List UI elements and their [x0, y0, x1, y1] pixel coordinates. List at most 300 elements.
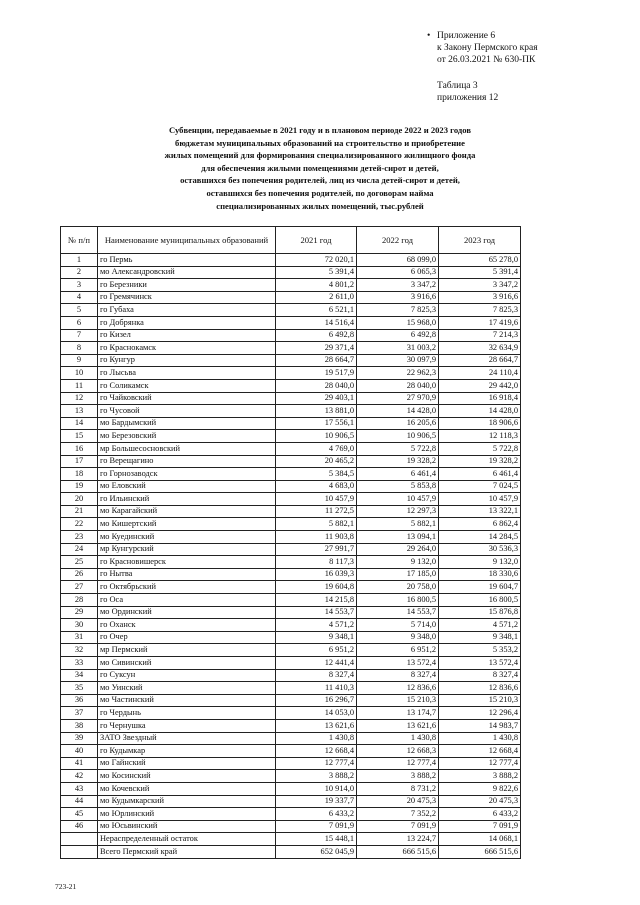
municipality-name: мо Косинский — [98, 770, 276, 783]
value-2022: 7 091,9 — [357, 820, 439, 833]
value-2022: 666 515,6 — [357, 845, 439, 858]
municipality-name: мо Частинский — [98, 694, 276, 707]
row-number: 8 — [61, 342, 98, 355]
value-2022: 9 132,0 — [357, 556, 439, 569]
municipality-name: мр Кунгурский — [98, 543, 276, 556]
value-2022: 3 916,6 — [357, 291, 439, 304]
value-2022: 15 968,0 — [357, 316, 439, 329]
value-2021: 19 604,8 — [276, 581, 357, 594]
row-number: 9 — [61, 354, 98, 367]
value-2023: 3 347,2 — [439, 279, 521, 292]
appendix-header — [427, 30, 538, 66]
row-number: 13 — [61, 405, 98, 418]
municipality-name: го Октябрьский — [98, 581, 276, 594]
table-header-row — [61, 227, 521, 254]
row-number: 37 — [61, 707, 98, 720]
row-number: 6 — [61, 316, 98, 329]
value-2021: 11 410,3 — [276, 682, 357, 695]
row-number: 10 — [61, 367, 98, 380]
value-2022: 6 461,4 — [357, 468, 439, 481]
table-row — [61, 770, 521, 783]
value-2021: 28 664,7 — [276, 354, 357, 367]
value-2023: 13 572,4 — [439, 657, 521, 670]
value-2023: 666 515,6 — [439, 845, 521, 858]
row-number: 44 — [61, 795, 98, 808]
municipality-name: го Чердынь — [98, 707, 276, 720]
municipality-name: го Горнозаводск — [98, 468, 276, 481]
table-row — [61, 531, 521, 544]
value-2022: 17 185,0 — [357, 568, 439, 581]
law-date-line: от 26.03.2021 № 630-ПК — [437, 55, 536, 65]
table-row — [61, 719, 521, 732]
table-row — [61, 329, 521, 342]
row-number: 20 — [61, 493, 98, 506]
row-number: 21 — [61, 505, 98, 518]
value-2021: 72 020,1 — [276, 254, 357, 267]
row-number: 5 — [61, 304, 98, 317]
value-2021: 9 348,1 — [276, 631, 357, 644]
value-2023: 15 876,8 — [439, 606, 521, 619]
row-number: 3 — [61, 279, 98, 292]
value-2023: 5 353,2 — [439, 644, 521, 657]
municipality-name: Нераспределенный остаток — [98, 833, 276, 846]
value-2023: 4 571,2 — [439, 619, 521, 632]
municipality-name: ЗАТО Звездный — [98, 732, 276, 745]
row-number: 23 — [61, 531, 98, 544]
title-line: специализированных жилых помещений, тыс.рублей — [216, 200, 424, 211]
table-row — [61, 707, 521, 720]
row-number: 43 — [61, 782, 98, 795]
value-2021: 6 521,1 — [276, 304, 357, 317]
value-2021: 4 801,2 — [276, 279, 357, 292]
row-number: 39 — [61, 732, 98, 745]
value-2022: 30 097,9 — [357, 354, 439, 367]
value-2021: 5 882,1 — [276, 518, 357, 531]
table-row — [61, 316, 521, 329]
municipality-name: мо Сивинский — [98, 657, 276, 670]
municipality-name: го Краснокамск — [98, 342, 276, 355]
value-2022: 8 731,2 — [357, 782, 439, 795]
value-2022: 10 906,5 — [357, 430, 439, 443]
value-2021: 5 384,5 — [276, 468, 357, 481]
row-number: 32 — [61, 644, 98, 657]
value-2022: 5 853,8 — [357, 480, 439, 493]
title-line: Субвенции, передаваемые в 2021 году и в плановом периоде 2022 и 2023 годов — [168, 125, 471, 135]
value-2022: 7 825,3 — [357, 304, 439, 317]
value-2023: 7 825,3 — [439, 304, 521, 317]
municipality-name: го Чусовой — [98, 405, 276, 418]
value-2021: 27 991,7 — [276, 543, 357, 556]
municipality-name: мо Александровский — [98, 266, 276, 279]
municipality-name: го Кунгур — [98, 354, 276, 367]
value-2021: 8 327,4 — [276, 669, 357, 682]
row-number: 46 — [61, 820, 98, 833]
municipality-name: го Ильинский — [98, 493, 276, 506]
value-2023: 3 916,6 — [439, 291, 521, 304]
table-row — [61, 669, 521, 682]
table-row — [61, 480, 521, 493]
value-2021: 17 556,1 — [276, 417, 357, 430]
row-number: 33 — [61, 657, 98, 670]
row-number: 31 — [61, 631, 98, 644]
table-row — [61, 254, 521, 267]
municipality-name: мо Ординский — [98, 606, 276, 619]
title-line: для обеспечения жилыми помещениями детей-сирот и детей, — [201, 162, 439, 173]
value-2023: 9 822,6 — [439, 782, 521, 795]
municipality-name: го Верещагино — [98, 455, 276, 468]
value-2022: 16 205,6 — [357, 417, 439, 430]
value-2021: 652 045,9 — [276, 845, 357, 858]
value-2022: 13 621,6 — [357, 719, 439, 732]
value-2023: 65 278,0 — [439, 254, 521, 267]
value-2022: 27 970,9 — [357, 392, 439, 405]
row-number: 34 — [61, 669, 98, 682]
table-row — [61, 581, 521, 594]
value-2023: 12 668,4 — [439, 745, 521, 758]
table-row — [61, 405, 521, 418]
table-reference — [437, 80, 498, 104]
value-2021: 6 433,2 — [276, 808, 357, 821]
value-2021: 16 296,7 — [276, 694, 357, 707]
row-number: 19 — [61, 480, 98, 493]
value-2023: 6 433,2 — [439, 808, 521, 821]
row-number: 28 — [61, 594, 98, 607]
value-2023: 7 091,9 — [439, 820, 521, 833]
table-row — [61, 468, 521, 481]
title-line: оставшихся без попечения родителей, лиц из числа детей-сирот и детей, — [180, 175, 460, 186]
value-2021: 10 457,9 — [276, 493, 357, 506]
table-row — [61, 833, 521, 846]
table-number: Таблица 3 — [437, 81, 478, 91]
municipality-name: го Оса — [98, 594, 276, 607]
value-2021: 5 391,4 — [276, 266, 357, 279]
table-row — [61, 442, 521, 455]
value-2021: 29 403,1 — [276, 392, 357, 405]
table-row — [61, 732, 521, 745]
value-2023: 7 024,5 — [439, 480, 521, 493]
value-2022: 20 758,0 — [357, 581, 439, 594]
row-number: 35 — [61, 682, 98, 695]
value-2021: 19 517,9 — [276, 367, 357, 380]
value-2022: 14 553,7 — [357, 606, 439, 619]
value-2023: 29 442,0 — [439, 379, 521, 392]
value-2021: 28 040,0 — [276, 379, 357, 392]
row-number: 25 — [61, 556, 98, 569]
value-2021: 4 769,0 — [276, 442, 357, 455]
document-title — [60, 124, 580, 212]
subsidy-table — [60, 226, 521, 859]
table-row — [61, 644, 521, 657]
municipality-name: Всего Пермский край — [98, 845, 276, 858]
table-row — [61, 291, 521, 304]
value-2023: 30 536,3 — [439, 543, 521, 556]
municipality-name: го Соликамск — [98, 379, 276, 392]
value-2021: 6 951,2 — [276, 644, 357, 657]
municipality-name: мо Еловский — [98, 480, 276, 493]
table-row — [61, 392, 521, 405]
row-number — [61, 845, 98, 858]
value-2021: 14 553,7 — [276, 606, 357, 619]
value-2022: 1 430,8 — [357, 732, 439, 745]
value-2023: 28 664,7 — [439, 354, 521, 367]
table-row — [61, 845, 521, 858]
row-number: 12 — [61, 392, 98, 405]
table-row — [61, 694, 521, 707]
value-2022: 29 264,0 — [357, 543, 439, 556]
row-number: 29 — [61, 606, 98, 619]
municipality-name: го Оханск — [98, 619, 276, 632]
value-2023: 18 330,6 — [439, 568, 521, 581]
appendix-number: приложения 12 — [437, 93, 499, 103]
municipality-name: го Лысьва — [98, 367, 276, 380]
row-number: 15 — [61, 430, 98, 443]
municipality-name: мо Юрлинский — [98, 808, 276, 821]
table-row — [61, 808, 521, 821]
value-2021: 4 571,2 — [276, 619, 357, 632]
table-row — [61, 505, 521, 518]
value-2022: 68 099,0 — [357, 254, 439, 267]
value-2023: 19 604,7 — [439, 581, 521, 594]
value-2021: 19 337,7 — [276, 795, 357, 808]
row-number: 38 — [61, 719, 98, 732]
value-2021: 13 621,6 — [276, 719, 357, 732]
law-reference-line: к Закону Пермского края — [437, 43, 538, 53]
value-2022: 6 065,3 — [357, 266, 439, 279]
value-2021: 14 215,8 — [276, 594, 357, 607]
table-row — [61, 266, 521, 279]
table-row — [61, 657, 521, 670]
table-row — [61, 493, 521, 506]
table-row — [61, 606, 521, 619]
table-row — [61, 568, 521, 581]
value-2022: 22 962,3 — [357, 367, 439, 380]
value-2022: 15 210,3 — [357, 694, 439, 707]
table-row — [61, 782, 521, 795]
value-2023: 7 214,3 — [439, 329, 521, 342]
municipality-name: мо Юсьвинский — [98, 820, 276, 833]
value-2022: 8 327,4 — [357, 669, 439, 682]
table-row — [61, 682, 521, 695]
municipality-name: мо Карагайский — [98, 505, 276, 518]
row-number: 30 — [61, 619, 98, 632]
value-2022: 12 668,3 — [357, 745, 439, 758]
municipality-name: мо Куединский — [98, 531, 276, 544]
row-number: 22 — [61, 518, 98, 531]
header-2023: 2023 год — [439, 227, 521, 254]
row-number — [61, 833, 98, 846]
value-2021: 10 906,5 — [276, 430, 357, 443]
appendix-line: Приложение 6 — [437, 31, 496, 41]
value-2023: 14 983,7 — [439, 719, 521, 732]
value-2021: 11 903,8 — [276, 531, 357, 544]
value-2022: 13 094,1 — [357, 531, 439, 544]
value-2022: 13 572,4 — [357, 657, 439, 670]
value-2022: 3 888,2 — [357, 770, 439, 783]
value-2022: 31 003,2 — [357, 342, 439, 355]
value-2022: 5 714,0 — [357, 619, 439, 632]
value-2022: 7 352,2 — [357, 808, 439, 821]
value-2023: 16 800,5 — [439, 594, 521, 607]
value-2023: 17 419,6 — [439, 316, 521, 329]
value-2021: 14 053,0 — [276, 707, 357, 720]
row-number: 42 — [61, 770, 98, 783]
row-number: 27 — [61, 581, 98, 594]
table-row — [61, 795, 521, 808]
municipality-name: мо Кочевский — [98, 782, 276, 795]
municipality-name: го Суксун — [98, 669, 276, 682]
value-2021: 2 611,0 — [276, 291, 357, 304]
value-2021: 14 516,4 — [276, 316, 357, 329]
value-2023: 14 068,1 — [439, 833, 521, 846]
header-2022: 2022 год — [357, 227, 439, 254]
municipality-name: мо Кудымкарский — [98, 795, 276, 808]
municipality-name: го Березники — [98, 279, 276, 292]
row-number: 14 — [61, 417, 98, 430]
municipality-name: мо Уинский — [98, 682, 276, 695]
table-row — [61, 354, 521, 367]
value-2022: 12 297,3 — [357, 505, 439, 518]
municipality-name: го Добрянка — [98, 316, 276, 329]
municipality-name: мо Кишертский — [98, 518, 276, 531]
bullet-mark: • — [427, 31, 431, 41]
value-2022: 13 174,7 — [357, 707, 439, 720]
row-number: 40 — [61, 745, 98, 758]
value-2021: 29 371,4 — [276, 342, 357, 355]
value-2021: 8 117,3 — [276, 556, 357, 569]
table-row — [61, 619, 521, 632]
table-row — [61, 430, 521, 443]
value-2021: 15 448,1 — [276, 833, 357, 846]
row-number: 18 — [61, 468, 98, 481]
value-2021: 7 091,9 — [276, 820, 357, 833]
municipality-name: го Чернушка — [98, 719, 276, 732]
municipality-name: мр Большесосновский — [98, 442, 276, 455]
table-row — [61, 518, 521, 531]
value-2021: 16 039,3 — [276, 568, 357, 581]
value-2022: 12 777,4 — [357, 757, 439, 770]
table-row — [61, 279, 521, 292]
value-2021: 13 881,0 — [276, 405, 357, 418]
municipality-name: го Красновишерск — [98, 556, 276, 569]
value-2023: 12 836,6 — [439, 682, 521, 695]
value-2022: 9 348,0 — [357, 631, 439, 644]
value-2022: 16 800,5 — [357, 594, 439, 607]
row-number: 4 — [61, 291, 98, 304]
row-number: 45 — [61, 808, 98, 821]
municipality-name: го Очер — [98, 631, 276, 644]
table-row — [61, 820, 521, 833]
value-2022: 19 328,2 — [357, 455, 439, 468]
value-2023: 19 328,2 — [439, 455, 521, 468]
table-row — [61, 757, 521, 770]
value-2023: 12 118,3 — [439, 430, 521, 443]
value-2021: 3 888,2 — [276, 770, 357, 783]
table-row — [61, 367, 521, 380]
header-2021: 2021 год — [276, 227, 357, 254]
value-2021: 12 777,4 — [276, 757, 357, 770]
row-number: 11 — [61, 379, 98, 392]
value-2022: 6 951,2 — [357, 644, 439, 657]
value-2022: 10 457,9 — [357, 493, 439, 506]
table-row — [61, 304, 521, 317]
table-row — [61, 543, 521, 556]
value-2021: 12 441,4 — [276, 657, 357, 670]
municipality-name: мр Пермский — [98, 644, 276, 657]
document-code: 723-21 — [55, 882, 77, 891]
value-2023: 14 284,5 — [439, 531, 521, 544]
title-line: оставшихся без попечения родителей, по договорам найма — [206, 187, 434, 198]
row-number: 24 — [61, 543, 98, 556]
table-row — [61, 417, 521, 430]
value-2022: 20 475,3 — [357, 795, 439, 808]
value-2022: 5 722,8 — [357, 442, 439, 455]
value-2023: 5 722,8 — [439, 442, 521, 455]
municipality-name: мо Бардымский — [98, 417, 276, 430]
title-line: жилых помещений для формирования специализированного жилищного фонда — [164, 150, 476, 161]
value-2023: 3 888,2 — [439, 770, 521, 783]
value-2021: 12 668,4 — [276, 745, 357, 758]
value-2023: 12 777,4 — [439, 757, 521, 770]
municipality-name: го Чайковский — [98, 392, 276, 405]
value-2023: 10 457,9 — [439, 493, 521, 506]
value-2021: 10 914,0 — [276, 782, 357, 795]
value-2022: 5 882,1 — [357, 518, 439, 531]
value-2021: 11 272,5 — [276, 505, 357, 518]
value-2023: 6 461,4 — [439, 468, 521, 481]
value-2022: 6 492,8 — [357, 329, 439, 342]
value-2023: 8 327,4 — [439, 669, 521, 682]
municipality-name: го Пермь — [98, 254, 276, 267]
value-2023: 16 918,4 — [439, 392, 521, 405]
value-2022: 14 428,0 — [357, 405, 439, 418]
value-2023: 5 391,4 — [439, 266, 521, 279]
value-2023: 24 110,4 — [439, 367, 521, 380]
table-row — [61, 631, 521, 644]
municipality-name: го Гремячинск — [98, 291, 276, 304]
value-2021: 1 430,8 — [276, 732, 357, 745]
table-row — [61, 342, 521, 355]
municipality-name: го Кудымкар — [98, 745, 276, 758]
table-row — [61, 594, 521, 607]
value-2023: 14 428,0 — [439, 405, 521, 418]
row-number: 1 — [61, 254, 98, 267]
value-2023: 9 132,0 — [439, 556, 521, 569]
value-2023: 15 210,3 — [439, 694, 521, 707]
value-2022: 28 040,0 — [357, 379, 439, 392]
municipality-name: мо Березовский — [98, 430, 276, 443]
row-number: 41 — [61, 757, 98, 770]
header-number: № п/п — [61, 227, 98, 254]
value-2022: 12 836,6 — [357, 682, 439, 695]
table-body — [61, 254, 521, 859]
value-2021: 4 683,0 — [276, 480, 357, 493]
title-line: бюджетам муниципальных образований на строительство и приобретение — [175, 137, 465, 148]
value-2023: 6 862,4 — [439, 518, 521, 531]
row-number: 26 — [61, 568, 98, 581]
value-2023: 18 906,6 — [439, 417, 521, 430]
row-number: 16 — [61, 442, 98, 455]
value-2023: 9 348,1 — [439, 631, 521, 644]
municipality-name: го Нытва — [98, 568, 276, 581]
row-number: 2 — [61, 266, 98, 279]
value-2022: 3 347,2 — [357, 279, 439, 292]
row-number: 7 — [61, 329, 98, 342]
row-number: 17 — [61, 455, 98, 468]
header-name: Наименование муниципальных образований — [98, 227, 276, 254]
table-row — [61, 379, 521, 392]
row-number: 36 — [61, 694, 98, 707]
table-row — [61, 556, 521, 569]
